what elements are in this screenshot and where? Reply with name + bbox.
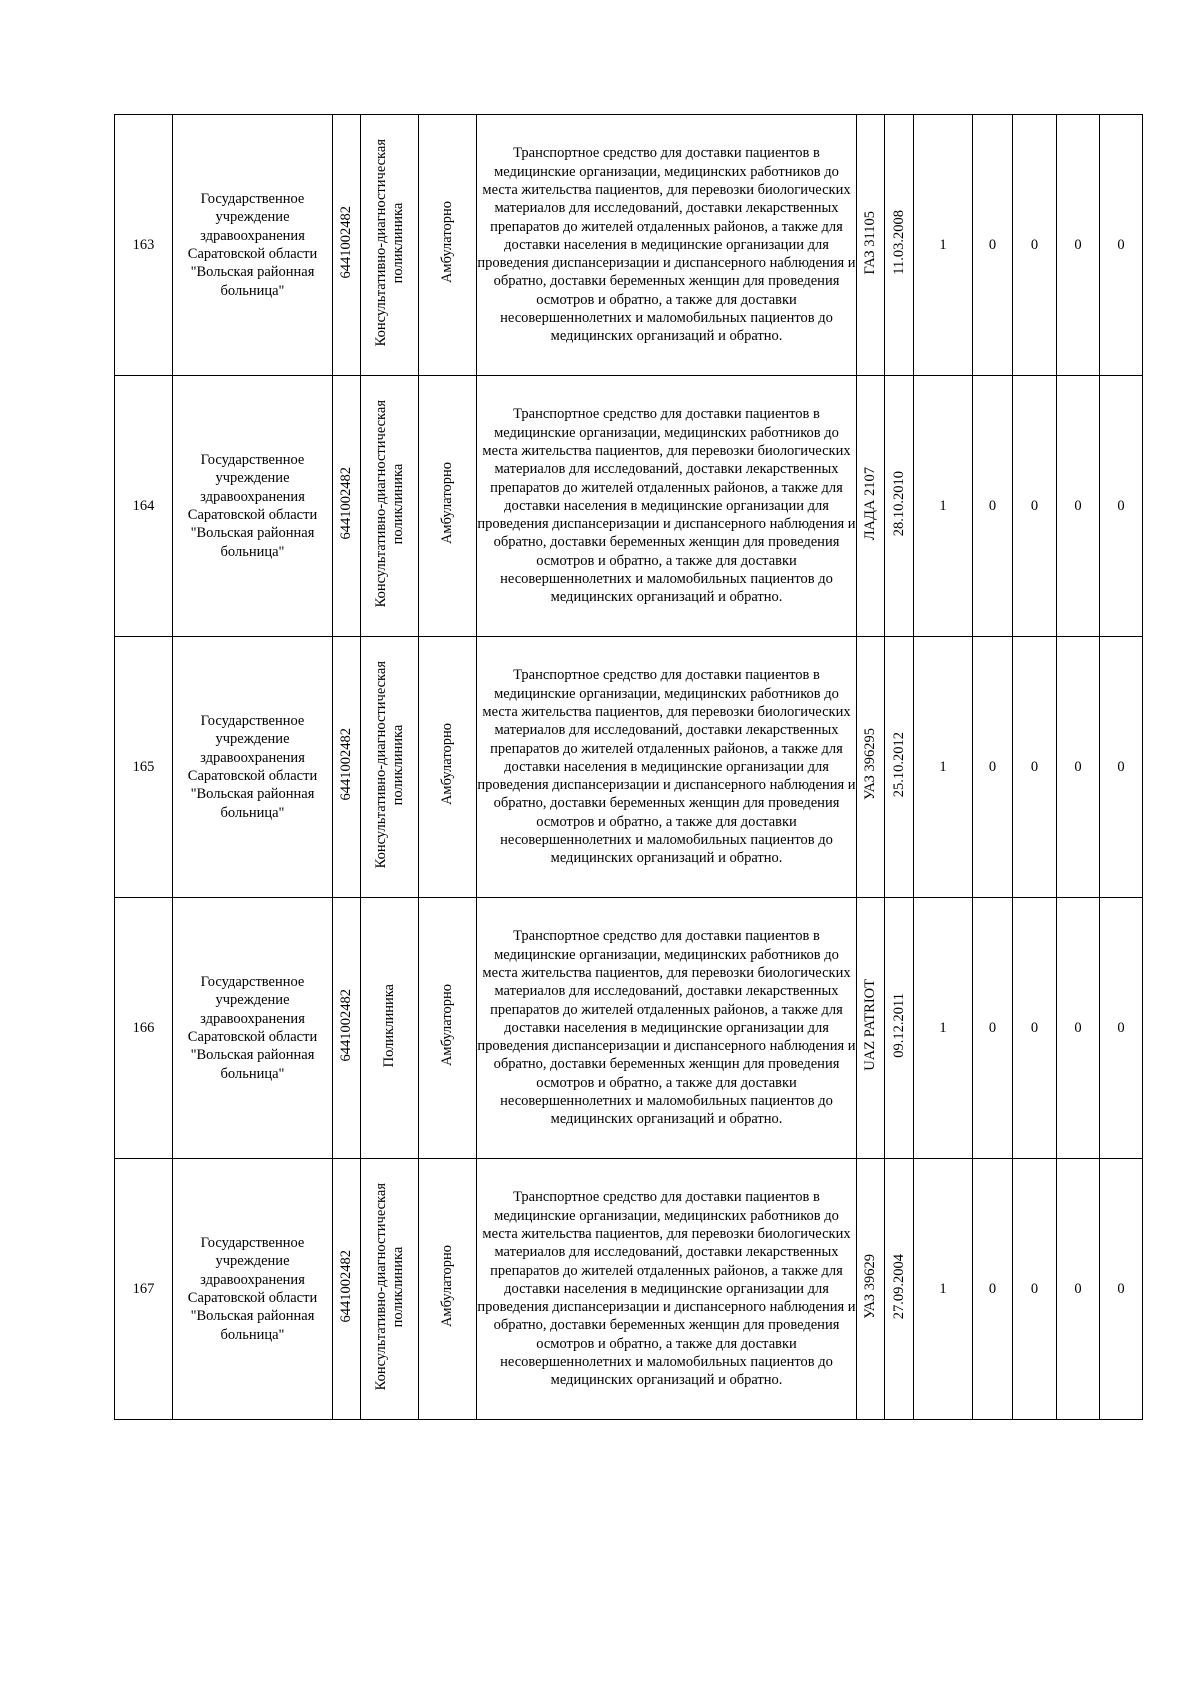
inn: 6441002482 <box>338 1250 354 1323</box>
value-2: 0 <box>973 376 1013 637</box>
inn: 6441002482 <box>338 467 354 540</box>
value-2: 0 <box>973 115 1013 376</box>
department: Консультативно-диагностическая поликлиника <box>372 660 406 869</box>
vehicle-purpose: Транспортное средство для доставки пациентов в медицинские организации, медицинских работников до места жительства пациентов, для перевозки биологических материалов для исследований, доставки лекарственных препаратов до жителей отдаленных районов, а также для доставки населения в медицинские организации для проведения диспансеризации и диспансерного наблюдения и обратно, доставки беременных женщин для проведения осмотров и обратно, а также для доставки несовершеннолетних и маломобильных пациентов до медицинских организаций и обратно. <box>477 115 857 376</box>
date-cell <box>885 1159 914 1420</box>
care-type: Амбулаторно <box>439 201 455 284</box>
table-row <box>115 376 1143 637</box>
row-number: 166 <box>115 898 173 1159</box>
care-type: Амбулаторно <box>439 723 455 806</box>
model-cell <box>857 1159 885 1420</box>
vehicle-date: 11.03.2008 <box>890 209 907 275</box>
table-row <box>115 1159 1143 1420</box>
care-cell <box>419 637 477 898</box>
unit-cell <box>361 898 419 1159</box>
value-3: 0 <box>1013 898 1057 1159</box>
inn-cell <box>333 376 361 637</box>
vehicle-purpose: Транспортное средство для доставки пациентов в медицинские организации, медицинских работников до места жительства пациентов, для перевозки биологических материалов для исследований, доставки лекарственных препаратов до жителей отдаленных районов, а также для доставки населения в медицинские организации для проведения диспансеризации и диспансерного наблюдения и обратно, доставки беременных женщин для проведения осмотров и обратно, а также для доставки несовершеннолетних и маломобильных пациентов до медицинских организаций и обратно. <box>477 376 857 637</box>
unit-cell <box>361 1159 419 1420</box>
vehicle-purpose: Транспортное средство для доставки пациентов в медицинские организации, медицинских работников до места жительства пациентов, для перевозки биологических материалов для исследований, доставки лекарственных препаратов до жителей отдаленных районов, а также для доставки населения в медицинские организации для проведения диспансеризации и диспансерного наблюдения и обратно, доставки беременных женщин для проведения осмотров и обратно, а также для доставки несовершеннолетних и маломобильных пациентов до медицинских организаций и обратно. <box>477 1159 857 1420</box>
vehicle-date: 09.12.2011 <box>890 992 907 1058</box>
care-type: Амбулаторно <box>439 984 455 1067</box>
inn-cell <box>333 637 361 898</box>
value-5: 0 <box>1100 898 1143 1159</box>
department: Консультативно-диагностическая поликлиника <box>372 399 406 608</box>
care-cell <box>419 898 477 1159</box>
date-cell <box>885 898 914 1159</box>
value-5: 0 <box>1100 1159 1143 1420</box>
value-3: 0 <box>1013 637 1057 898</box>
value-1: 1 <box>914 115 973 376</box>
table-row <box>115 898 1143 1159</box>
department: Консультативно-диагностическая поликлиника <box>372 138 406 347</box>
value-2: 0 <box>973 1159 1013 1420</box>
vehicle-model: УАЗ 396295 <box>862 728 878 801</box>
vehicle-model: УАЗ 39629 <box>862 1253 878 1319</box>
row-number: 164 <box>115 376 173 637</box>
vehicle-model: ЛАДА 2107 <box>862 466 878 540</box>
vehicle-model: UAZ PATRIOT <box>862 979 878 1072</box>
inn-cell <box>333 898 361 1159</box>
department: Поликлиника <box>381 983 397 1068</box>
inn: 6441002482 <box>338 728 354 801</box>
value-3: 0 <box>1013 115 1057 376</box>
value-4: 0 <box>1057 898 1100 1159</box>
unit-cell <box>361 376 419 637</box>
model-cell <box>857 898 885 1159</box>
value-1: 1 <box>914 637 973 898</box>
care-cell <box>419 1159 477 1420</box>
row-number: 163 <box>115 115 173 376</box>
value-4: 0 <box>1057 1159 1100 1420</box>
date-cell <box>885 376 914 637</box>
inn-cell <box>333 115 361 376</box>
inn: 6441002482 <box>338 989 354 1062</box>
row-number: 167 <box>115 1159 173 1420</box>
value-5: 0 <box>1100 376 1143 637</box>
unit-cell <box>361 637 419 898</box>
table-row <box>115 637 1143 898</box>
model-cell <box>857 115 885 376</box>
vehicle-purpose: Транспортное средство для доставки пациентов в медицинские организации, медицинских работников до места жительства пациентов, для перевозки биологических материалов для исследований, доставки лекарственных препаратов до жителей отдаленных районов, а также для доставки населения в медицинские организации для проведения диспансеризации и диспансерного наблюдения и обратно, доставки беременных женщин для проведения осмотров и обратно, а также для доставки несовершеннолетних и маломобильных пациентов до медицинских организаций и обратно. <box>477 898 857 1159</box>
vehicle-model: ГАЗ 31105 <box>862 210 878 275</box>
care-cell <box>419 115 477 376</box>
value-4: 0 <box>1057 376 1100 637</box>
unit-cell <box>361 115 419 376</box>
organization-name: Государственное учреждение здравоохранения Саратовской области "Вольская районная больница" <box>173 115 333 376</box>
date-cell <box>885 637 914 898</box>
value-4: 0 <box>1057 637 1100 898</box>
value-3: 0 <box>1013 1159 1057 1420</box>
care-type: Амбулаторно <box>439 462 455 545</box>
vehicle-registry-table <box>114 114 1143 1420</box>
organization-name: Государственное учреждение здравоохранения Саратовской области "Вольская районная больница" <box>173 376 333 637</box>
value-1: 1 <box>914 898 973 1159</box>
care-type: Амбулаторно <box>439 1245 455 1328</box>
value-5: 0 <box>1100 637 1143 898</box>
row-number: 165 <box>115 637 173 898</box>
vehicle-date: 28.10.2010 <box>890 470 907 536</box>
model-cell <box>857 637 885 898</box>
value-1: 1 <box>914 1159 973 1420</box>
value-5: 0 <box>1100 115 1143 376</box>
model-cell <box>857 376 885 637</box>
value-4: 0 <box>1057 115 1100 376</box>
value-1: 1 <box>914 376 973 637</box>
inn-cell <box>333 1159 361 1420</box>
care-cell <box>419 376 477 637</box>
vehicle-date: 25.10.2012 <box>890 731 907 797</box>
vehicle-purpose: Транспортное средство для доставки пациентов в медицинские организации, медицинских работников до места жительства пациентов, для перевозки биологических материалов для исследований, доставки лекарственных препаратов до жителей отдаленных районов, а также для доставки населения в медицинские организации для проведения диспансеризации и диспансерного наблюдения и обратно, доставки беременных женщин для проведения осмотров и обратно, а также для доставки несовершеннолетних и маломобильных пациентов до медицинских организаций и обратно. <box>477 637 857 898</box>
value-2: 0 <box>973 637 1013 898</box>
inn: 6441002482 <box>338 206 354 279</box>
date-cell <box>885 115 914 376</box>
organization-name: Государственное учреждение здравоохранения Саратовской области "Вольская районная больница" <box>173 637 333 898</box>
organization-name: Государственное учреждение здравоохранения Саратовской области "Вольская районная больница" <box>173 898 333 1159</box>
department: Консультативно-диагностическая поликлиника <box>372 1182 406 1391</box>
organization-name: Государственное учреждение здравоохранения Саратовской области "Вольская районная больница" <box>173 1159 333 1420</box>
value-2: 0 <box>973 898 1013 1159</box>
table-row <box>115 115 1143 376</box>
vehicle-date: 27.09.2004 <box>890 1253 907 1319</box>
value-3: 0 <box>1013 376 1057 637</box>
